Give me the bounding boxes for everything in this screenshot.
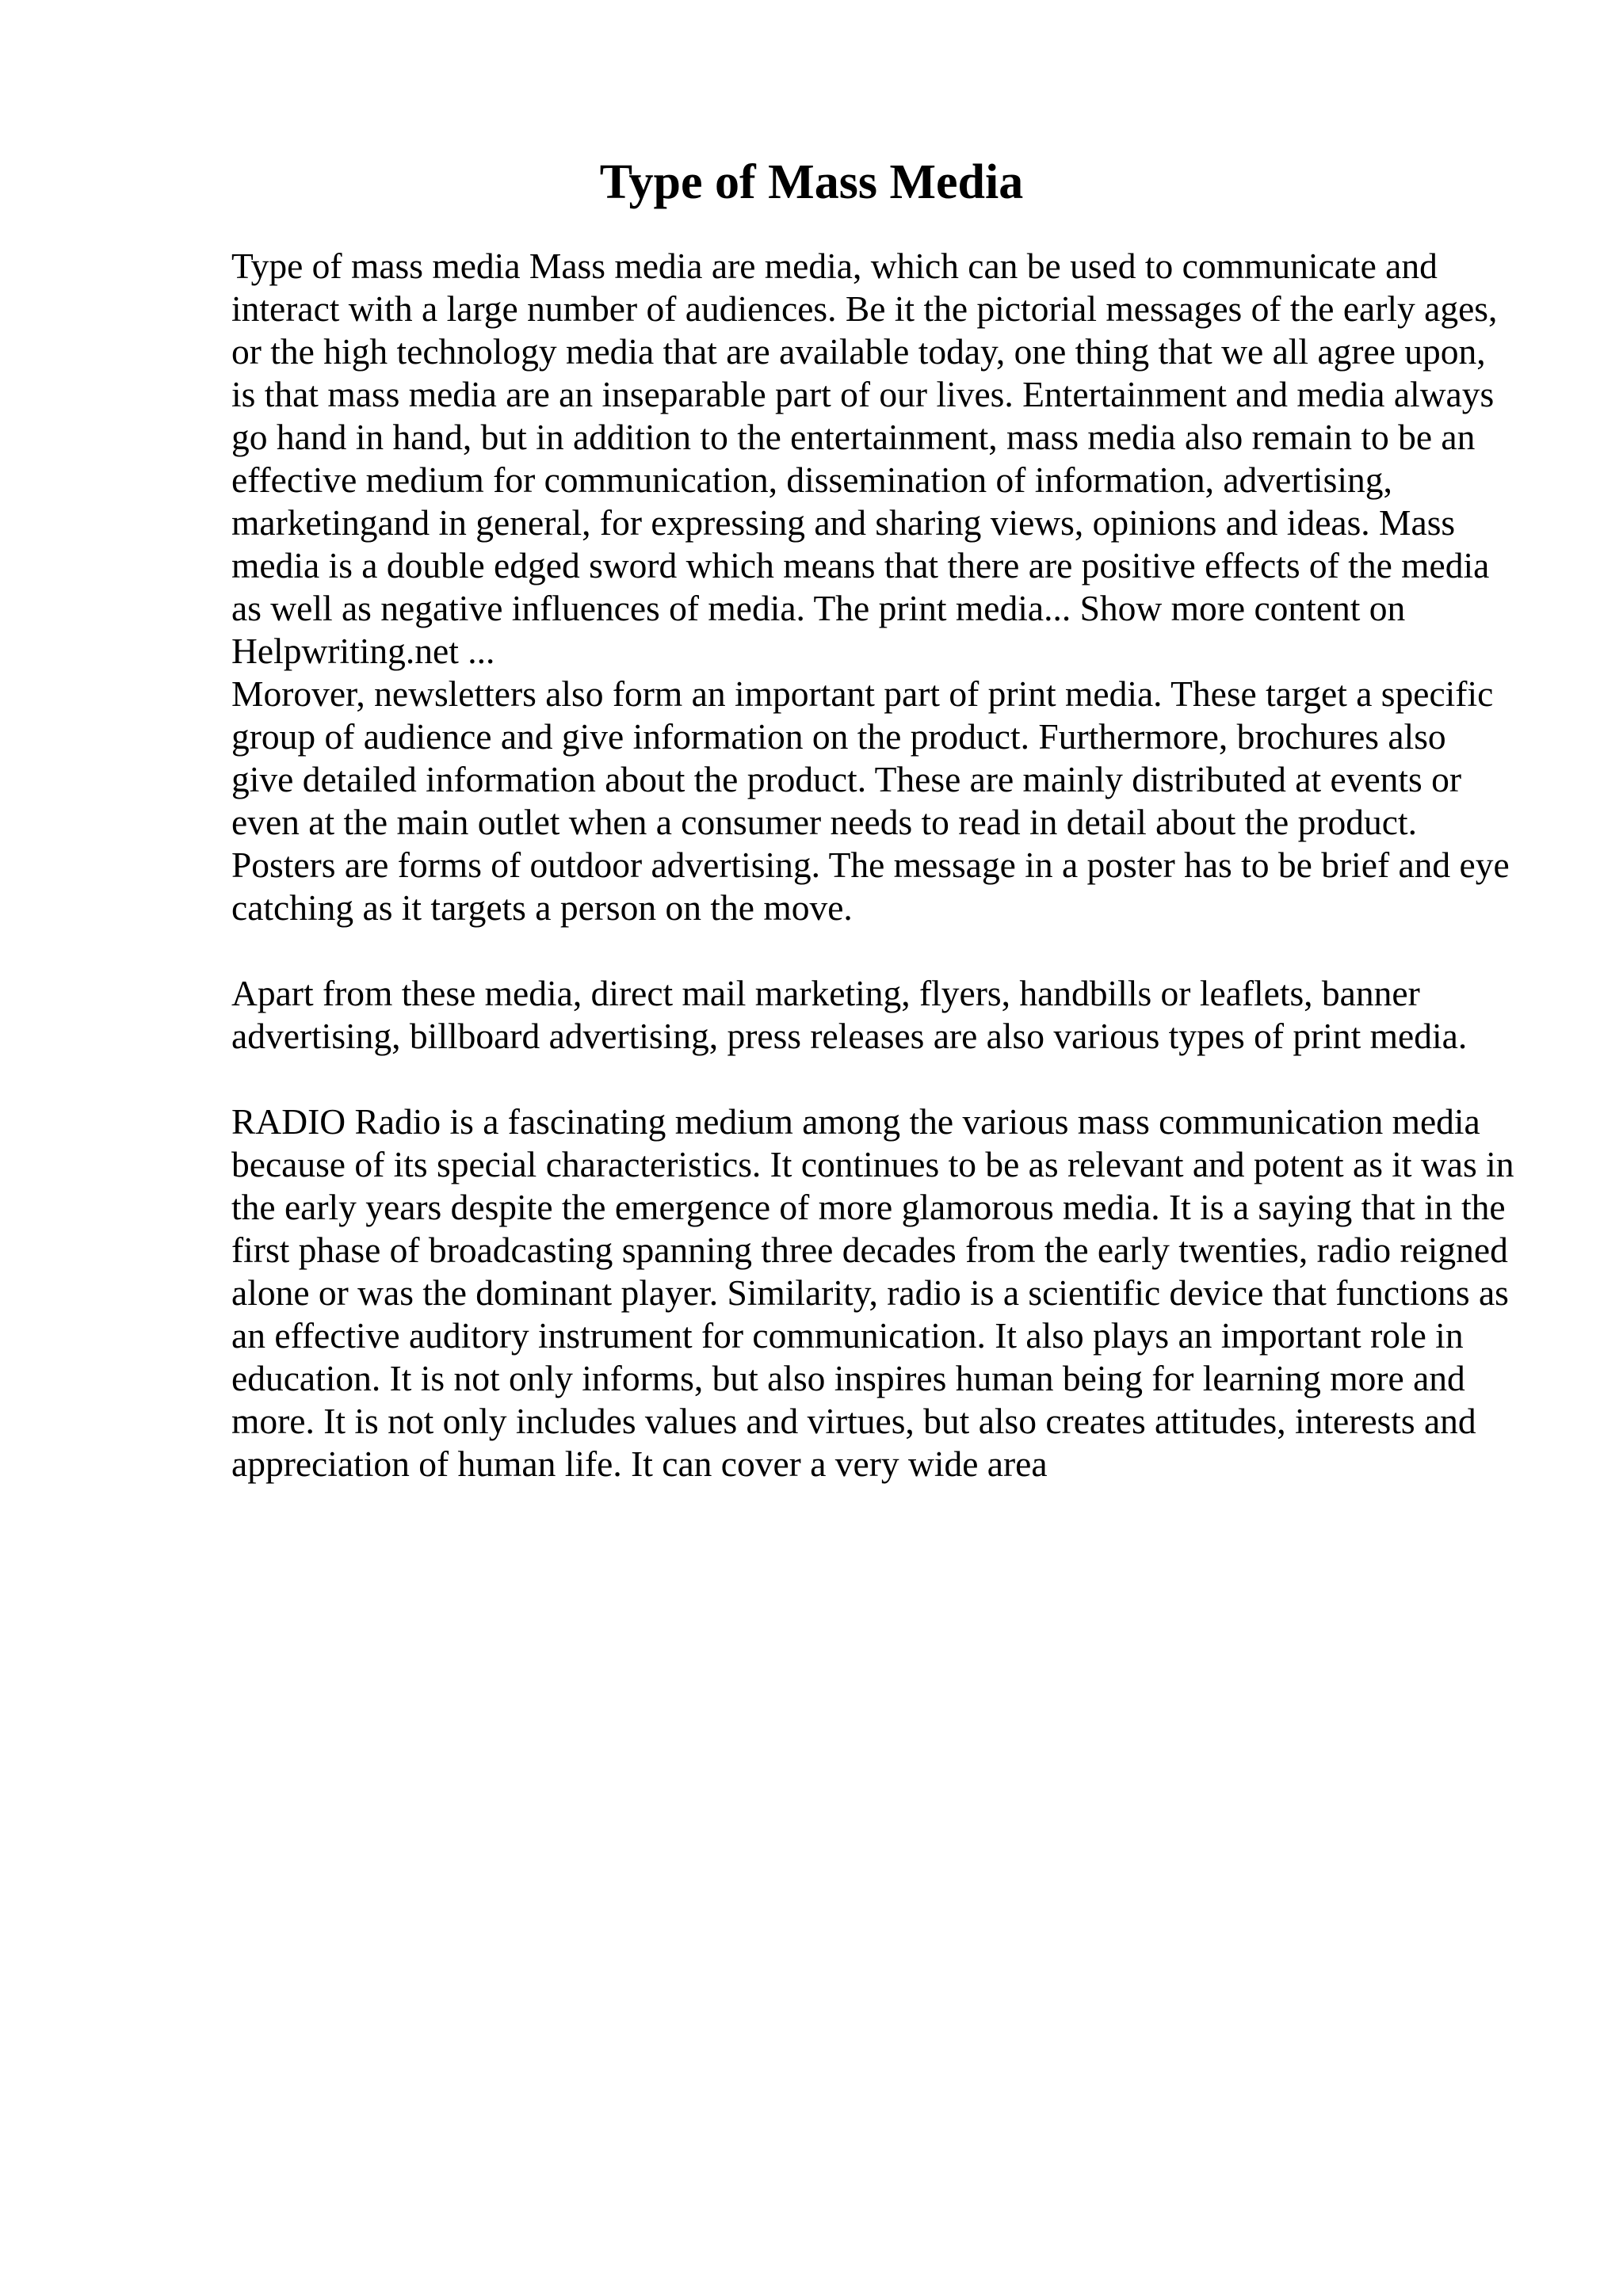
paragraph-intro: Type of mass media Mass media are media, which can be used to communicate and interact with a large number of audiences. Be it the pictorial messages of the early ages, or the high technology media that are available today, one thing that we all agree upon, is that mass media are an inseparable part of our lives. Entertainment and media always go hand in hand, but in addition to the entertainment, mass media also remain to be an effective medium for communication, dissemination of information, advertising, marketingand in general, for expressing and sharing views, opinions and ideas. Mass media is a double edged sword which means that there are positive effects of the media as well as negative influences of media. The print media... Show more content on Helpwriting.net ... (231, 246, 1498, 671)
paragraph-spacer (231, 1058, 1515, 1100)
document-body (231, 245, 1515, 1486)
paragraph-print-media: Morover, newsletters also form an important part of print media. These target a specific group of audience and give information on the product. Furthermore, brochures also give detailed information about the product. These are mainly distributed at events or even at the main outlet when a consumer needs to read in detail about the product. Posters are forms of outdoor advertising. The message in a poster has to be brief and eye catching as it targets a person on the move. (231, 673, 1510, 928)
paragraph-radio: RADIO Radio is a fascinating medium among the various mass communication media because of its special characteristics. It continues to be as relevant and potent as it was in the early years despite the emergence of more glamorous media. It is a saying that in the first phase of broadcasting spanning three decades from the early twenties, radio reigned alone or was the dominant player. Similarity, radio is a scientific device that functions as an effective auditory instrument for communication. It also plays an important role in education. It is not only informs, but also inspires human being for learning more and more. It is not only includes values and virtues, but also creates attitudes, interests and appreciation of human life. It can cover a very wide area (231, 1101, 1514, 1484)
document-title: Type of Mass Media (599, 155, 1024, 209)
paragraph-other-print-media: Apart from these media, direct mail marketing, flyers, handbills or leaflets, banner advertising, billboard advertising, press releases are also various types of print media. (231, 973, 1468, 1056)
paragraph-spacer (231, 929, 1515, 972)
